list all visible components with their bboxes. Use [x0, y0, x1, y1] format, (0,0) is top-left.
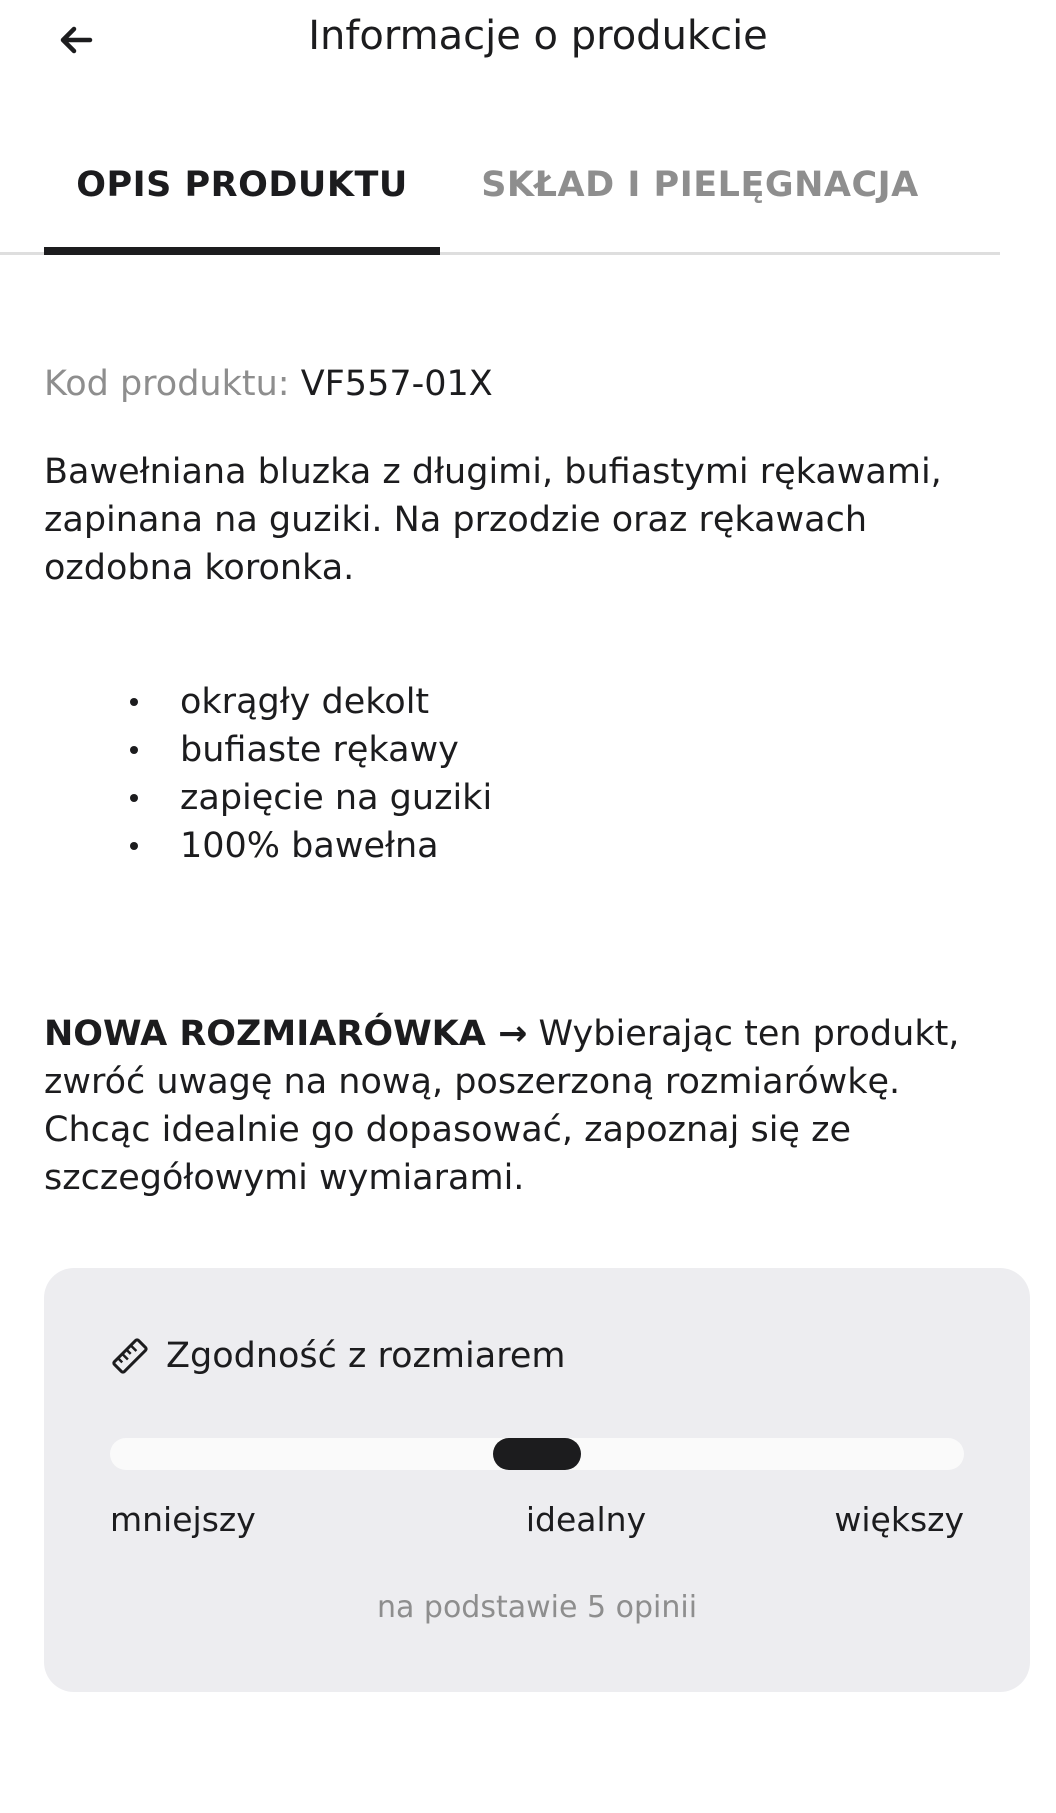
size-fit-card: [44, 1268, 1030, 1692]
fit-label-larger: większy: [834, 1500, 964, 1539]
tab-product-description[interactable]: OPIS PRODUKTU: [76, 165, 408, 205]
active-tab-indicator: [44, 247, 440, 255]
size-chart-note: [44, 1010, 1014, 1202]
feature-list: [44, 678, 492, 870]
product-code-value: VF557-01X: [300, 364, 493, 404]
fit-label-smaller: mniejszy: [110, 1500, 256, 1539]
review-count: na podstawie 5 opinii: [376, 1590, 698, 1625]
fit-indicator: [493, 1438, 581, 1470]
feature-item: okrągły dekolt: [180, 678, 492, 726]
feature-item: bufiaste rękawy: [180, 726, 492, 774]
top-bar: [0, 0, 1056, 80]
fit-title: Zgodność z rozmiarem: [166, 1336, 566, 1376]
fit-label-ideal: idealny: [525, 1500, 647, 1539]
ruler-icon: [110, 1336, 150, 1376]
tab-bar: [0, 145, 1000, 257]
feature-item: 100% bawełna: [180, 822, 492, 870]
product-code: [44, 360, 493, 408]
fit-scale-track: [110, 1438, 964, 1470]
product-code-label: Kod produktu:: [44, 364, 290, 404]
product-description: Bawełniana bluzka z długimi, bufiastymi rękawami, zapinana na guziki. Na przodzie oraz rękawach ozdobna koronka.: [44, 452, 942, 588]
feature-item: zapięcie na guziki: [180, 774, 492, 822]
fit-header: [110, 1332, 565, 1380]
tab-composition-care[interactable]: SKŁAD I PIELĘGNACJA: [481, 165, 919, 205]
page-title: Informacje o produkcie: [308, 13, 768, 59]
size-note-text: Wybierając ten produkt, zwróć uwagę na nową, poszerzoną rozmiarówkę. Chcąc idealnie go dopasować, zapoznaj się ze szczegółowymi wymiarami.: [44, 1014, 960, 1198]
size-note-title: NOWA ROZMIARÓWKA →: [44, 1014, 528, 1054]
